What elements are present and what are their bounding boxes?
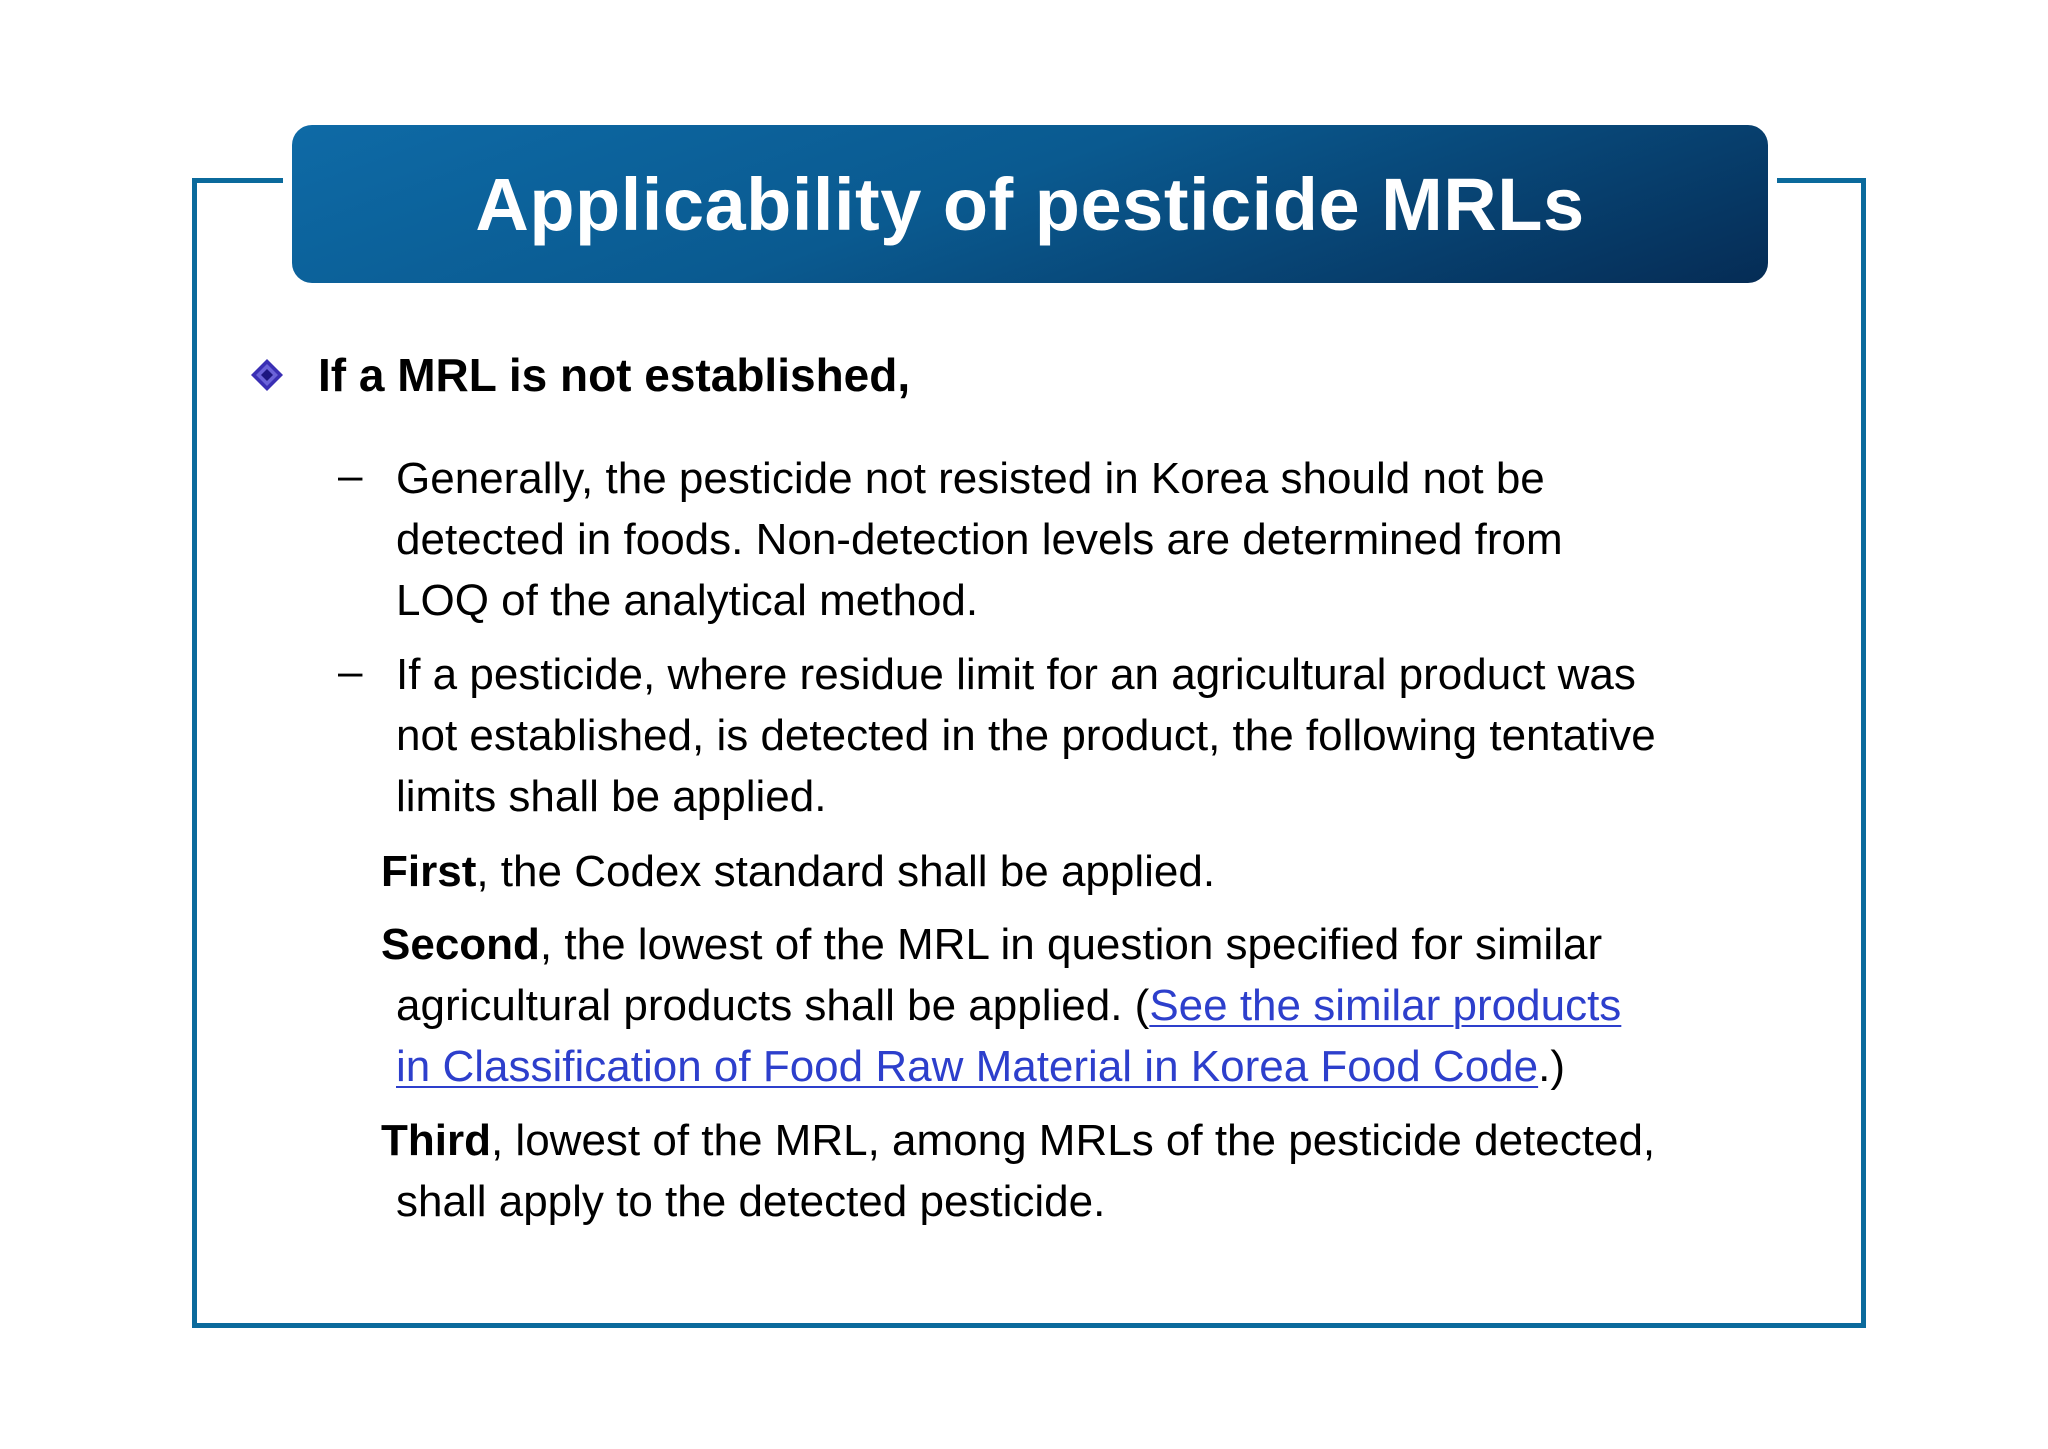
- dash-bullet: –: [338, 647, 363, 696]
- step-text: , the lowest of the MRL in question specified for similar: [539, 920, 1603, 969]
- step-third: [381, 1110, 1655, 1232]
- diamond-bullet-icon: [250, 358, 284, 392]
- step-line: shall apply to the detected pesticide.: [396, 1177, 1106, 1226]
- step-label: First: [381, 847, 477, 896]
- classification-link[interactable]: in Classification of Food Raw Material in Korea Food Code: [396, 1042, 1539, 1091]
- step-first: [381, 841, 1215, 902]
- list-item-line: not established, is detected in the product, the following tentative: [396, 711, 1656, 760]
- step-line: [381, 975, 1621, 1036]
- similar-products-link[interactable]: See the similar products: [1149, 981, 1622, 1030]
- step-text: , the Codex standard shall be applied.: [476, 847, 1216, 896]
- dash-bullet: –: [338, 451, 363, 500]
- step-text: , lowest of the MRL, among MRLs of the pesticide detected,: [490, 1116, 1656, 1165]
- list-item-line: Generally, the pesticide not resisted in Korea should not be: [396, 454, 1545, 503]
- step-second: [381, 914, 1621, 1097]
- list-item-line: If a pesticide, where residue limit for an agricultural product was: [396, 650, 1636, 699]
- list-item: [396, 448, 1563, 631]
- section-heading: [250, 348, 910, 402]
- step-label: Third: [381, 1116, 491, 1165]
- step-label: Second: [381, 920, 540, 969]
- heading-text: If a MRL is not established,: [318, 349, 911, 401]
- step-line: [381, 1036, 1621, 1097]
- step-text: .): [1538, 1042, 1565, 1091]
- step-text: agricultural products shall be applied. (: [396, 981, 1150, 1030]
- slide-title: Applicability of pesticide MRLs: [475, 162, 1585, 246]
- list-item-line: limits shall be applied.: [396, 772, 827, 821]
- list-item-line: detected in foods. Non-detection levels are determined from: [396, 515, 1563, 564]
- list-item: [396, 644, 1656, 827]
- list-item-line: LOQ of the analytical method.: [396, 576, 979, 625]
